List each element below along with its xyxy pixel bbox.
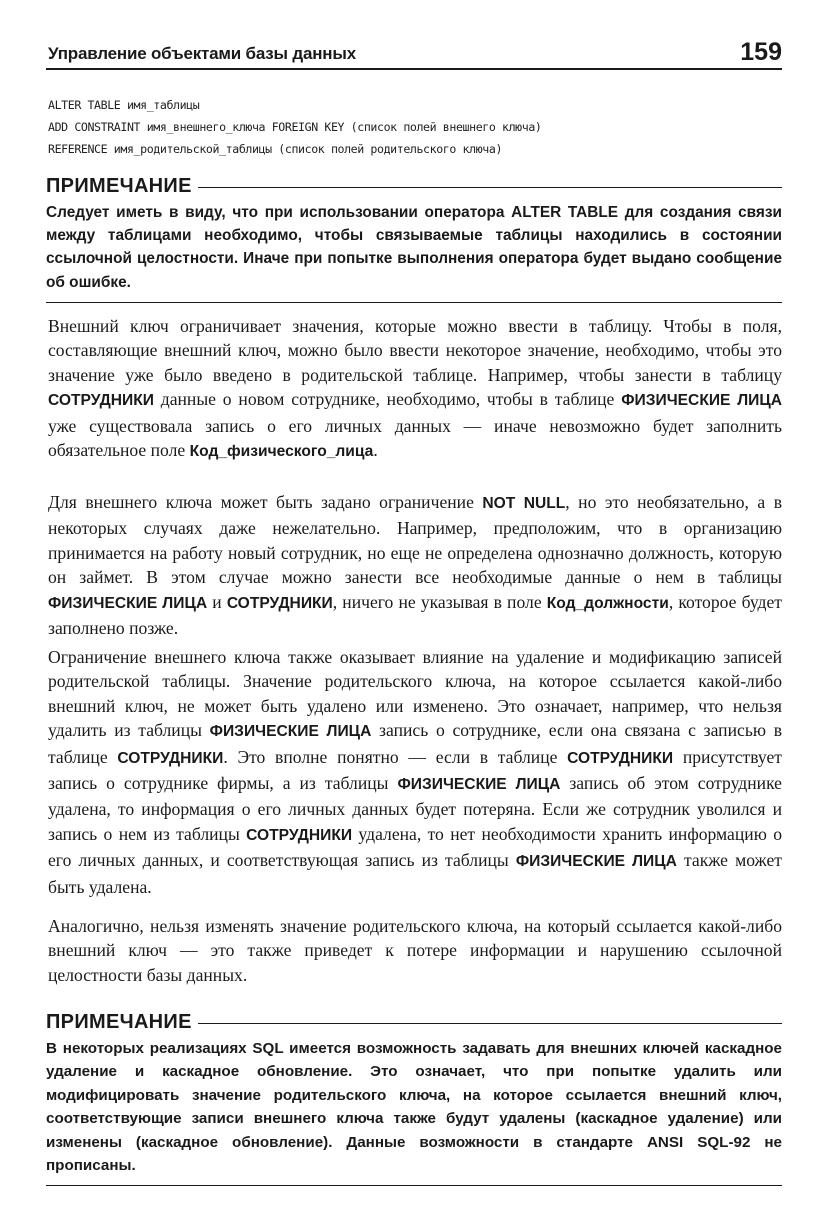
text-run: и: [207, 591, 227, 612]
text-run: .: [373, 440, 378, 461]
text-run: запись о сотруднике, если она связана с записью в таблице: [48, 720, 782, 767]
note-header: [46, 174, 782, 198]
text-run: запись об этом сотруднике удалена, то информация о его личных данных будет потеряна. Если же сотрудник уволился и запись о нем из таблицы: [48, 773, 782, 844]
paragraph: [48, 645, 782, 899]
table-name: СОТРУДНИКИ: [48, 392, 154, 410]
sql-keyword: NOT NULL: [482, 495, 566, 512]
table-name: СОТРУДНИКИ: [246, 826, 353, 844]
table-name: ФИЗИЧЕСКИЕ ЛИЦА: [621, 392, 782, 410]
note-box: [46, 1010, 782, 1186]
table-name: ФИЗИЧЕСКИЕ ЛИЦА: [397, 776, 561, 794]
text-run: Внешний ключ ограничивает значения, которые можно ввести в таблицу. Чтобы в поля, составляющие внешний ключ, можно было ввести некоторое значение, необходимо, чтобы это значение уже было введено в родительской таблице. Например, чтобы занести в таблицу: [48, 316, 782, 385]
note-rule: [198, 1023, 782, 1024]
page-number: 159: [740, 38, 782, 66]
paragraph: [48, 314, 782, 464]
note-text: В некоторых реализациях SQL имеется возможность задавать для внешних ключей каскадное удаление и каскадное обновление. Это означает, что при попытке удалить или модифицировать значение родительского ключа, на которое ссылается внешний ключ, соответствующие записи внешнего ключа также будут удалены (каскадное удаление) или изменены (каскадное обновление). Данные возможности в стандарте ANSI SQL-92 не прописаны.: [46, 1040, 782, 1175]
table-name: СОТРУДНИКИ: [117, 749, 224, 767]
note-rule: [198, 187, 782, 188]
note-text: Следует иметь в виду, что при использовании оператора ALTER TABLE для создания связи между таблицами необходимо, чтобы связываемые таблицы находились в состоянии ссылочной целостности. Иначе при попытке выполнения оператора будет выдано сообщение об ошибке.: [46, 204, 782, 291]
code-listing: [48, 94, 788, 160]
text-run: , которое будет заполнено позже.: [48, 591, 782, 639]
table-name: ФИЗИЧЕСКИЕ ЛИЦА: [209, 723, 372, 741]
text-run: уже существовала запись о его личных данных — иначе невозможно будет заполнить обязательное поле: [48, 415, 782, 461]
text-run: Ограничение внешнего ключа также оказывает влияние на удаление и модификацию записей родительской таблицы. Значение родительского ключа, на которое ссылается какой-либо внешний ключ, не может быть удалено или изменено. Это означает, например, что нельзя удалить из таблицы: [48, 647, 782, 741]
code-line: REFERENCE имя_родительской_таблицы (список полей родительского ключа): [48, 142, 503, 156]
field-name: Код_физического_лица: [189, 443, 374, 461]
note-box: [46, 174, 782, 303]
table-name: ФИЗИЧЕСКИЕ ЛИЦА: [48, 594, 208, 612]
text-run: также может быть удалена.: [48, 850, 782, 897]
code-line: ALTER TABLE имя_таблицы: [48, 98, 200, 112]
text-run: , но это необязательно, а в некоторых случаях даже нежелательно. Например, предположим, что в организацию принимается на работу новый сотрудник, но еще не определена однозначно должность, которую он займет. В этом случае можно занести все необходимые данные о нем в таблицы: [48, 492, 782, 588]
text-run: . Это вполне понятно — если в таблице: [223, 746, 568, 767]
chapter-title: Управление объектами базы данных: [48, 44, 356, 63]
text-run: удалена, то нет необходимости хранить информацию о его личных данных, и соответствующая запись из таблицы: [48, 823, 782, 871]
paragraph: [48, 490, 782, 640]
note-title: ПРИМЕЧАНИЕ: [46, 174, 192, 197]
text-run: присутствует запись о сотруднике фирмы, а из таблицы: [48, 746, 782, 794]
text-run: данные о новом сотруднике, необходимо, чтобы в таблице: [153, 389, 622, 410]
field-name: Код_должности: [546, 594, 669, 612]
note-bottom-rule: [46, 302, 782, 303]
code-line: ADD CONSTRAINT имя_внешнего_ключа FOREIGN KEY (список полей внешнего ключа): [48, 120, 542, 134]
paragraph: [48, 914, 782, 987]
text-run: Аналогично, нельзя изменять значение родительского ключа, на который ссылается какой-либо внешний ключ — это также приведет к потере информации и нарушению ссылочной целостности базы данных.: [48, 916, 782, 985]
text-run: Для внешнего ключа может быть задано ограничение: [48, 492, 483, 512]
table-name: СОТРУДНИКИ: [567, 749, 674, 767]
note-header: [46, 1010, 782, 1034]
table-name: СОТРУДНИКИ: [226, 594, 333, 612]
text-run: , ничего не указывая в поле: [332, 591, 547, 612]
note-bottom-rule: [46, 1185, 782, 1186]
note-title: ПРИМЕЧАНИЕ: [46, 1010, 192, 1033]
running-header: [46, 38, 782, 70]
table-name: ФИЗИЧЕСКИЕ ЛИЦА: [515, 853, 677, 871]
